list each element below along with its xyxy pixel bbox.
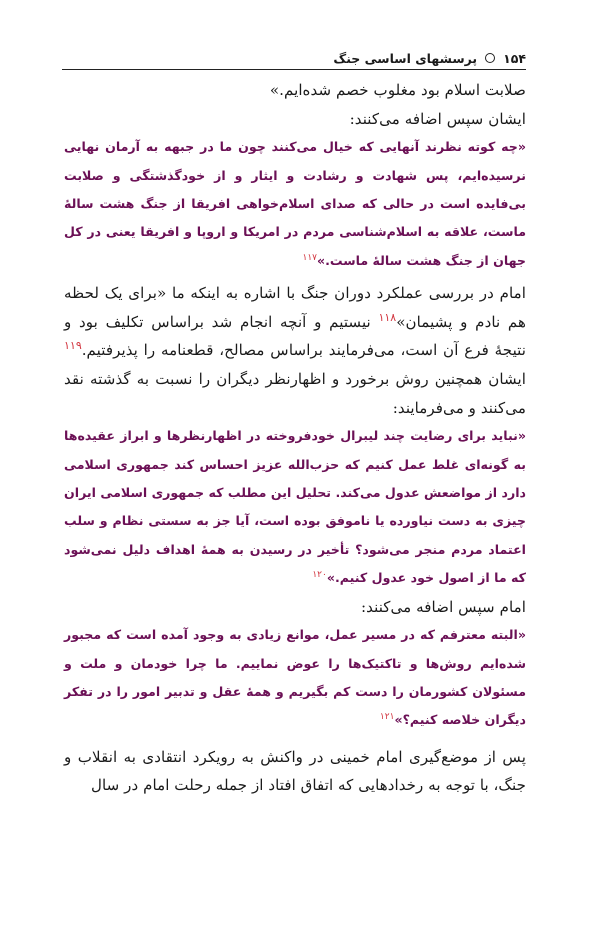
running-header	[62, 36, 526, 70]
footnote-ref[interactable]: ۱۱۸	[378, 310, 397, 324]
footnote-ref[interactable]: ۱۱۷	[302, 252, 317, 263]
page-content	[64, 76, 526, 800]
paragraph	[64, 279, 526, 422]
paragraph-text: ایشان همچنین روش برخورد و اظهارنظر دیگران را نسبت به گذشته نقد می‌کنند و می‌فرمایند:	[64, 370, 526, 417]
quote-intro: امام سپس اضافه می‌کنند:	[361, 597, 526, 616]
quote-block	[64, 422, 526, 592]
paragraph-text: امام در بررسی عملکرد دوران جنگ با اشاره به اینکه ما «برای یک لحظه هم نادم و پشیمان»	[64, 284, 527, 331]
footnote-ref[interactable]: ۱۲۰	[312, 570, 327, 581]
quote-text: «چه کوته نظرند آنهایی که خیال می‌کنند چون ما در جبهه به آرمان نهایی نرسیده‌ایم، پس شهادت و رشادت و ایثار و از خودگذشتگی و صلابت بی‌فایده است در حالی که صدای اسلام‌خواهی افریقا از جنگ هشت سالهٔ ماست، علاقه به اسلام‌شناسی مردم در امریکا و اروپا و افریقا یعنی در کل جهان از جنگ هشت سالهٔ ماست.»	[64, 139, 526, 268]
running-title: پرسشهای اساسی جنگ	[333, 51, 478, 66]
paragraph: پس از موضع‌گیری امام خمینی در واکنش به رویکرد انتقادی به انقلاب و جنگ، با توجه به رخدادهایی که اتفاق افتاد از جمله رحلت امام در سال	[64, 747, 526, 795]
quote-text: «نباید برای رضایت چند لیبرال خودفروخته در اظهارنظرها و ابراز عقیده‌ها به گونه‌ای غلط عمل کنیم که حزب‌الله عزیز احساس کند جمهوری اسلامی دارد از مواضعش عدول می‌کند. تحلیل این مطلب که جمهوری اسلامی ایران چیزی به دست نیاورده یا ناموفق بوده است، آیا جز به سستی نظام و سلب اعتماد مردم منجر می‌شود؟ تأخیر در رسیدن به همهٔ اهداف دلیل نمی‌شود که ما از اصول خود عدول کنیم.»	[64, 428, 526, 586]
quote-block	[64, 133, 526, 275]
footnote-ref[interactable]: ۱۲۱	[379, 712, 395, 723]
paragraph-text: نیستیم و آنچه انجام شد براساس تکلیف بود و نتیجهٔ فرع آن است، می‌فرمایند براساس مصالح، قطعنامه را پذیرفتیم.	[64, 312, 526, 360]
circle-bullet-icon	[485, 53, 495, 63]
page-number: ۱۵۴	[503, 51, 526, 66]
quote-block	[64, 621, 526, 735]
footnote-ref[interactable]: ۱۱۹	[64, 339, 82, 353]
quote-intro: ایشان سپس اضافه می‌کنند:	[349, 109, 526, 128]
quote-text: «البته معترفم که در مسیر عمل، موانع زیادی به وجود آمده است که مجبور شده‌ایم روش‌ها و تاکتیک‌ها را عوض نماییم. ما چرا خودمان و ملت و مسئولان کشورمان را دست کم بگیریم و همهٔ عقل و تدبیر امور را در تفکر دیگران خلاصه کنیم؟»	[64, 627, 526, 728]
paragraph-continuation: صلابت اسلام بود مغلوب خصم شده‌ایم.»	[269, 81, 526, 99]
